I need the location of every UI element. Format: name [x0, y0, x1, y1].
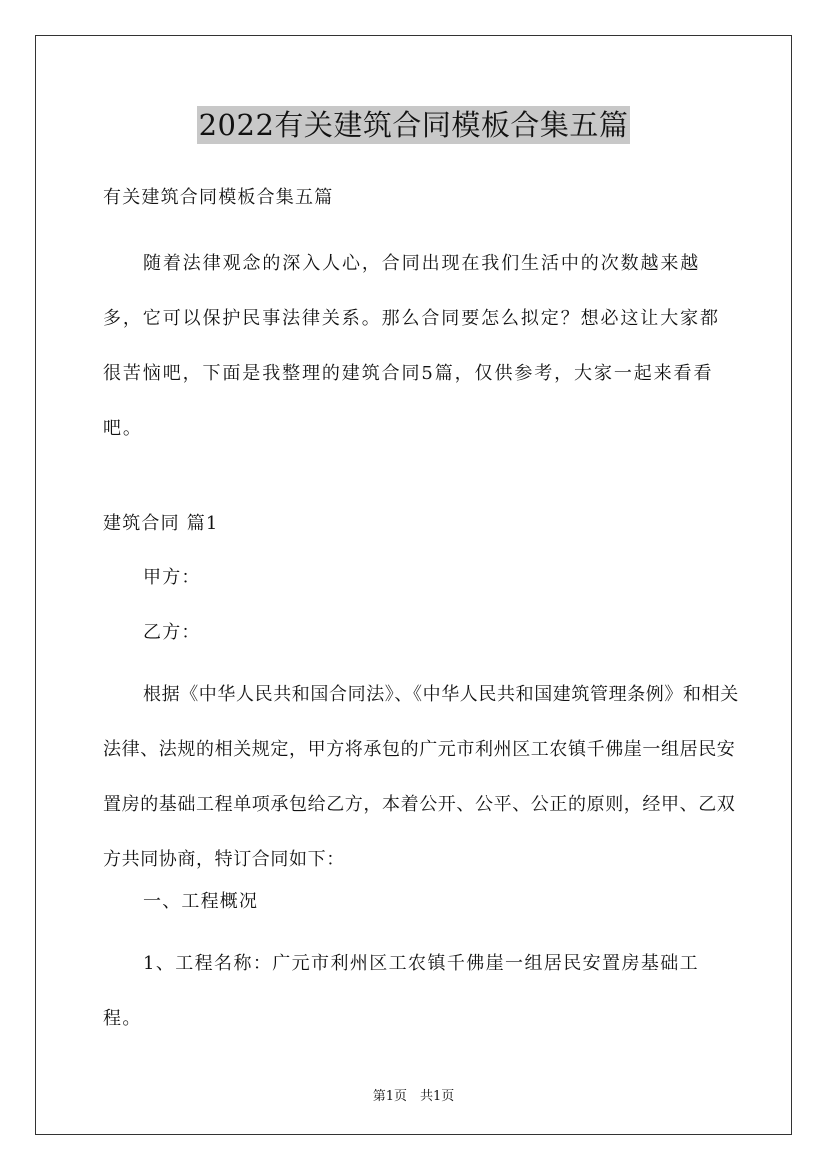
section-heading: 建筑合同 篇1: [103, 513, 219, 534]
document-subtitle: 有关建筑合同模板合集五篇: [103, 187, 334, 208]
clause-heading: 一、工程概况: [143, 891, 259, 912]
party-b-line: 乙方：: [143, 622, 201, 643]
intro-paragraph: 随着法律观念的深入人心，合同出现在我们生活中的次数越来越多，它可以保护民事法律关系。那么合同要怎么拟定？想必这让大家都很苦恼吧，下面是我整理的建筑合同5篇，仅供参考，大家一起来看看吧。: [103, 253, 720, 439]
party-a-line: 甲方：: [143, 567, 201, 588]
basis-paragraph: 根据《中华人民共和国合同法》、《中华人民共和国建筑管理条例》和相关法律、法规的相关规定，甲方将承包的广元市利州区工农镇千佛崖一组居民安置房的基础工程单项承包给乙方，本着公开、公平、公正的原则，经甲、乙双方共同协商，特订合同如下：: [103, 684, 739, 870]
document-title-block: [0, 103, 827, 144]
page-footer: 第1页 共1页: [372, 1089, 455, 1104]
clause-1-paragraph: 1、工程名称：广元市利州区工农镇千佛崖一组居民安置房基础工程。: [103, 953, 700, 1029]
document-title: 2022有关建筑合同模板合集五篇: [198, 108, 629, 142]
